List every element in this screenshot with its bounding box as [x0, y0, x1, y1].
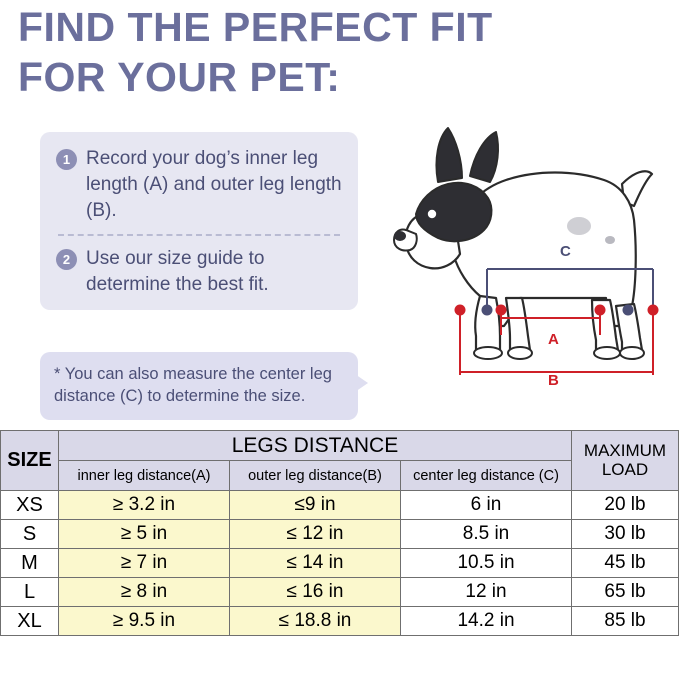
- cell-outer: ≤ 14 in: [230, 549, 401, 578]
- cell-inner: ≥ 5 in: [59, 520, 230, 549]
- dog-shape: [394, 128, 652, 359]
- measure-label-b: B: [548, 372, 559, 389]
- measure-label-a: A: [548, 331, 559, 348]
- table-header-row-1: [1, 431, 679, 461]
- page-title: [18, 2, 638, 102]
- cell-max: 65 lb: [572, 578, 679, 607]
- header-inner-leg-distance: inner leg distance(A): [59, 461, 230, 491]
- cell-center: 12 in: [401, 578, 572, 607]
- table-row: [1, 578, 679, 607]
- dog-diagram: [360, 110, 670, 420]
- page-title-line1: FIND THE PERFECT FIT: [18, 4, 493, 50]
- step-2-text: Use our size guide to determine the best fit.: [86, 248, 269, 296]
- header-maximum-load-line2: LOAD: [601, 459, 649, 479]
- cell-outer: ≤ 18.8 in: [230, 607, 401, 636]
- cell-size: L: [1, 578, 59, 607]
- cell-center: 8.5 in: [401, 520, 572, 549]
- cell-size: M: [1, 549, 59, 578]
- table-row: [1, 607, 679, 636]
- cell-max: 30 lb: [572, 520, 679, 549]
- dog-illustration: [360, 110, 670, 420]
- step-1-badge: 1: [56, 149, 77, 170]
- cell-max: 20 lb: [572, 491, 679, 520]
- measure-label-c: C: [560, 243, 571, 260]
- panel-divider: [58, 234, 340, 236]
- step-2-badge: 2: [56, 249, 77, 270]
- cell-size: XS: [1, 491, 59, 520]
- table-row: [1, 549, 679, 578]
- header-center-leg-distance: center leg distance (C): [401, 461, 572, 491]
- cell-inner: ≥ 7 in: [59, 549, 230, 578]
- page-title-line2: FOR YOUR PET:: [18, 54, 341, 101]
- instruction-step-2: [56, 246, 342, 298]
- cell-center: 6 in: [401, 491, 572, 520]
- cell-inner: ≥ 8 in: [59, 578, 230, 607]
- header-legs-distance: LEGS DISTANCE: [59, 431, 572, 461]
- header-maximum-load: [572, 431, 679, 491]
- size-table: [0, 430, 679, 636]
- size-table-head: [1, 431, 679, 491]
- size-table-body: [1, 491, 679, 636]
- cell-center: 10.5 in: [401, 549, 572, 578]
- instructions-panel: [40, 132, 358, 310]
- cell-max: 85 lb: [572, 607, 679, 636]
- table-row: [1, 520, 679, 549]
- size-table-container: [0, 430, 679, 636]
- cell-outer: ≤ 16 in: [230, 578, 401, 607]
- header-maximum-load-line1: MAXIMUM: [583, 440, 667, 460]
- cell-outer: ≤ 12 in: [230, 520, 401, 549]
- table-row: [1, 491, 679, 520]
- header-outer-leg-distance: outer leg distance(B): [230, 461, 401, 491]
- measure-points: [455, 305, 659, 316]
- note-callout: * You can also measure the center leg distance (C) to determine the size.: [40, 352, 358, 420]
- cell-size: XL: [1, 607, 59, 636]
- instruction-step-1: [56, 146, 342, 223]
- cell-inner: ≥ 3.2 in: [59, 491, 230, 520]
- cell-max: 45 lb: [572, 549, 679, 578]
- cell-inner: ≥ 9.5 in: [59, 607, 230, 636]
- step-1-text: Record your dog’s inner leg length (A) and outer leg length (B).: [86, 148, 342, 221]
- cell-center: 14.2 in: [401, 607, 572, 636]
- cell-outer: ≤9 in: [230, 491, 401, 520]
- header-size: SIZE: [1, 431, 59, 491]
- cell-size: S: [1, 520, 59, 549]
